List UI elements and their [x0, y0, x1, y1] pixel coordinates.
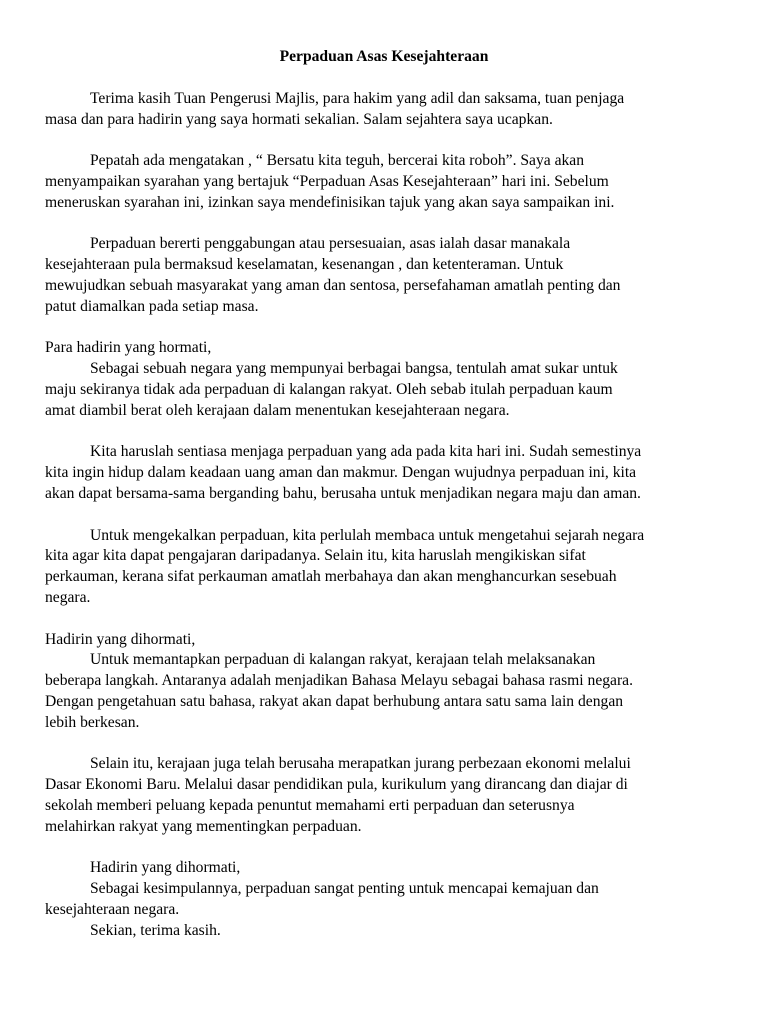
text-line: patut diamalkan pada setiap masa. [45, 297, 259, 315]
paragraph-greeting [45, 89, 723, 131]
text-line: Dengan pengetahuan satu bahasa, rakyat akan dapat berhubung antara satu sama lain dengan [45, 692, 624, 710]
text-line: Sebagai kesimpulannya, perpaduan sangat penting untuk mencapai kemajuan dan [90, 880, 599, 898]
text-line: Untuk mengekalkan perpaduan, kita perlulah membaca untuk mengetahui sejarah negara [90, 526, 645, 544]
text-line: Untuk memantapkan perpaduan di kalangan rakyat, kerajaan telah melaksanakan [90, 651, 596, 669]
text-line: lebih berkesan. [45, 713, 140, 731]
paragraph-history [45, 526, 723, 609]
text-line: Dasar Ekonomi Baru. Melalui dasar pendidikan pula, kurikulum yang dirancang dan diajar di [45, 776, 628, 794]
document-title: Perpaduan Asas Kesejahteraan [279, 48, 489, 65]
text-line: perkauman, kerana sifat perkauman amatlah merbahaya dan akan menghancurkan sesebuah [45, 568, 617, 586]
salutation: Para hadirin yang hormati, [45, 339, 212, 357]
paragraph-government-steps [45, 630, 723, 734]
paragraph-closing [45, 858, 723, 941]
text-line: kesejahteraan pula bermaksud keselamatan, kesenangan , dan ketenteraman. Untuk [45, 256, 564, 274]
text-line: melahirkan rakyat yang mementingkan perpaduan. [45, 817, 362, 835]
text-line: kesejahteraan negara. [45, 900, 180, 918]
text-line: Pepatah ada mengatakan , “ Bersatu kita teguh, bercerai kita roboh”. Saya akan [90, 152, 585, 170]
salutation: Hadirin yang dihormati, [90, 859, 241, 877]
text-line: kita ingin hidup dalam keadaan uang aman dan makmur. Dengan wujudnya perpaduan ini, kita [45, 464, 637, 482]
text-line: Selain itu, kerajaan juga telah berusaha merapatkan jurang perbezaan ekonomi melalui [90, 755, 631, 773]
text-line: Sebagai sebuah negara yang mempunyai berbagai bangsa, tentulah amat sukar untuk [90, 360, 618, 378]
text-line: menyampaikan syarahan yang bertajuk “Perpaduan Asas Kesejahteraan” hari ini. Sebelum [45, 172, 609, 190]
paragraph-nation [45, 338, 723, 421]
paragraph-definition [45, 234, 723, 317]
signoff: Sekian, terima kasih. [90, 921, 221, 939]
paragraph-maintain-unity [45, 442, 723, 504]
text-line: meneruskan syarahan ini, izinkan saya mendefinisikan tajuk yang akan saya sampaikan ini. [45, 193, 615, 211]
salutation: Hadirin yang dihormati, [45, 630, 196, 648]
text-line: Terima kasih Tuan Pengerusi Majlis, para hakim yang adil dan saksama, tuan penjaga [90, 89, 625, 107]
text-line: masa dan para hadirin yang saya hormati sekalian. Salam sejahtera saya ucapkan. [45, 110, 553, 128]
text-line: negara. [45, 588, 91, 606]
text-line: kita agar kita dapat pengajaran daripadanya. Selain itu, kita haruslah mengikiskan sifat [45, 547, 586, 565]
paragraph-economy-education [45, 754, 723, 837]
text-line: maju sekiranya tidak ada perpaduan di kalangan rakyat. Oleh sebab itulah perpaduan kaum [45, 380, 613, 398]
text-line: sekolah memberi peluang kepada penuntut memahami erti perpaduan dan seterusnya [45, 796, 575, 814]
text-line: Kita haruslah sentiasa menjaga perpaduan yang ada pada kita hari ini. Sudah semestinya [90, 443, 642, 461]
paragraph-proverb [45, 151, 723, 213]
text-line: beberapa langkah. Antaranya adalah menjadikan Bahasa Melayu sebagai bahasa rasmi negara. [45, 672, 633, 690]
text-line: amat diambil berat oleh kerajaan dalam menentukan kesejahteraan negara. [45, 401, 510, 419]
text-line: akan dapat bersama-sama berganding bahu, berusaha untuk menjadikan negara maju dan aman. [45, 484, 641, 502]
text-line: mewujudkan sebuah masyarakat yang aman dan sentosa, persefahaman amatlah penting dan [45, 276, 621, 294]
text-line: Perpaduan bererti penggabungan atau persesuaian, asas ialah dasar manakala [90, 235, 571, 253]
